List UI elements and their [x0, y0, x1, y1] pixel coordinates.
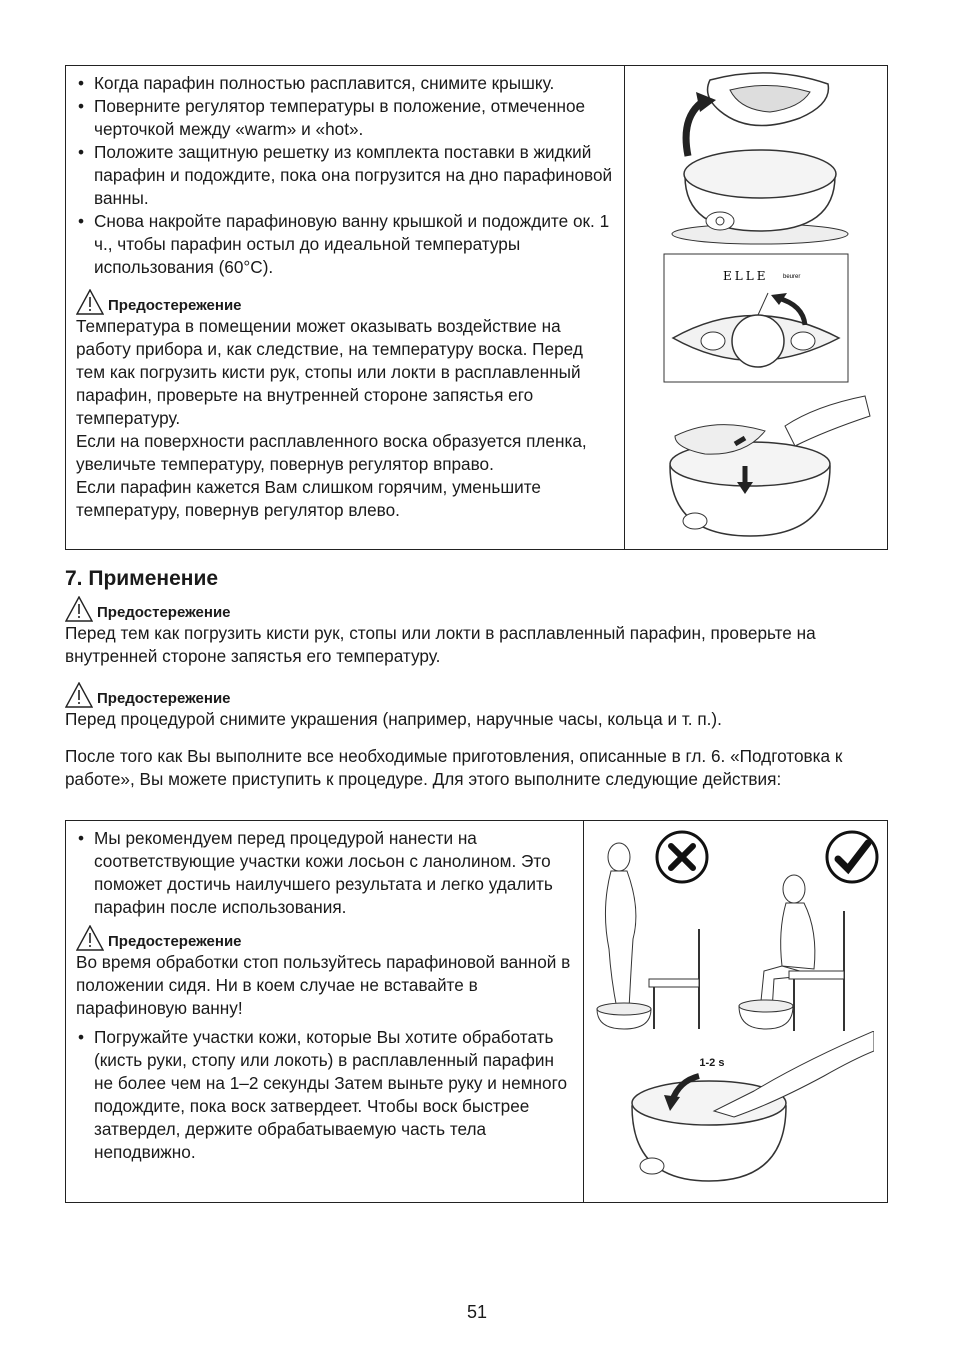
warning-text-2: Если на поверхности расплавленного воска образуется пленка, увеличьте температуру, повернув регулятор вправо. — [76, 431, 587, 474]
hand-dipping-image — [624, 1031, 874, 1196]
svg-text:beurer: beurer — [783, 274, 801, 280]
warning-icon — [76, 925, 104, 951]
bullet-list-1 — [76, 72, 616, 279]
warning-text: Перед тем как погрузить кисти рук, стопы или локти в расплавленный парафин, проверьте на внутренней стороне запястья его температуру. — [65, 623, 816, 666]
instruction-text-1 — [66, 66, 625, 549]
illustrations-2 — [584, 821, 887, 1202]
paraffin-bath-grid-image — [655, 386, 880, 546]
section-application — [65, 566, 890, 791]
warning-icon — [65, 682, 93, 708]
bullet-list-2b — [76, 1026, 575, 1164]
seated-with-bath-image — [734, 871, 874, 1041]
warning-text-3: Если парафин кажется Вам слишком горячим, уменьшите температуру, повернув регулятор влево. — [76, 477, 541, 520]
control-panel-image — [663, 253, 849, 383]
warning-icon — [65, 596, 93, 622]
warning-heading: Предостережение — [65, 596, 890, 622]
list-item: • Погружайте участки кожи, которые Вы хотите обработать (кисть руки, стопу или локоть) в расплавленный парафин не более чем на 1–2 секунды Затем выньте руку и немного подождите, пока воск затвердеет. Чтобы воск быстрее затвердел, держите обрабатываемую часть тела неподвижно. — [76, 1026, 575, 1164]
instruction-box-1 — [65, 65, 888, 550]
page-number: 51 — [466, 1302, 488, 1322]
paraffin-bath-lid-image — [650, 66, 870, 246]
list-item: • Мы рекомендуем перед процедурой нанести на соответствующие участки кожи лосьон с ланолином. Это поможет достичь наилучшего результата и легко удалить парафин после использования. — [76, 827, 575, 919]
list-item: • Положите защитную решетку из комплекта поставки в жидкий парафин и подождите, пока она погрузится на дно парафиновой ванны. — [76, 141, 616, 210]
intro-paragraph: После того как Вы выполните все необходимые приготовления, описанные в гл. 6. «Подготовка к работе», Вы можете приступить к процедуре. Для этого выполните следующие действия: — [65, 746, 843, 789]
warning-heading: Предостережение — [65, 682, 890, 708]
bullet-list-2a — [76, 827, 575, 919]
list-item: • Когда парафин полностью расплавится, снимите крышку. — [76, 72, 616, 95]
warning-heading: Предостережение — [76, 925, 575, 951]
checkmark-icon — [824, 829, 880, 885]
warning-heading: Предостережение — [76, 289, 616, 315]
warning-text: Во время обработки стоп пользуйтесь парафиновой ванной в положении сидя. Ни в коем случае не вставайте в парафиновую ванну! — [76, 952, 571, 1018]
instruction-box-2 — [65, 820, 888, 1203]
illustrations-1 — [625, 66, 887, 549]
cross-icon — [654, 829, 710, 885]
list-item: • Снова накройте парафиновую ванну крышкой и подождите ок. 1 ч., чтобы парафин остыл до идеальной температуры использования (60°С). — [76, 210, 616, 279]
warning-text: Температура в помещении может оказывать воздействие на работу прибора и, как следствие, на температуру воска. Перед тем как погрузить кисти рук, стопы или локти в расплавленный парафин, проверьте на внутренней стороне запястья его температуру. — [76, 316, 583, 428]
svg-text:ELLE: ELLE — [723, 269, 769, 283]
warning-icon — [76, 289, 104, 315]
time-label: 1-2 s — [699, 1057, 725, 1069]
section-title: 7. Применение — [65, 567, 219, 590]
warning-text: Перед процедурой снимите украшения (например, наручные часы, кольца и т. п.). — [65, 709, 722, 729]
list-item: • Поверните регулятор температуры в положение, отмеченное черточкой между «warm» и «hot». — [76, 95, 616, 141]
instruction-text-2 — [66, 821, 584, 1202]
